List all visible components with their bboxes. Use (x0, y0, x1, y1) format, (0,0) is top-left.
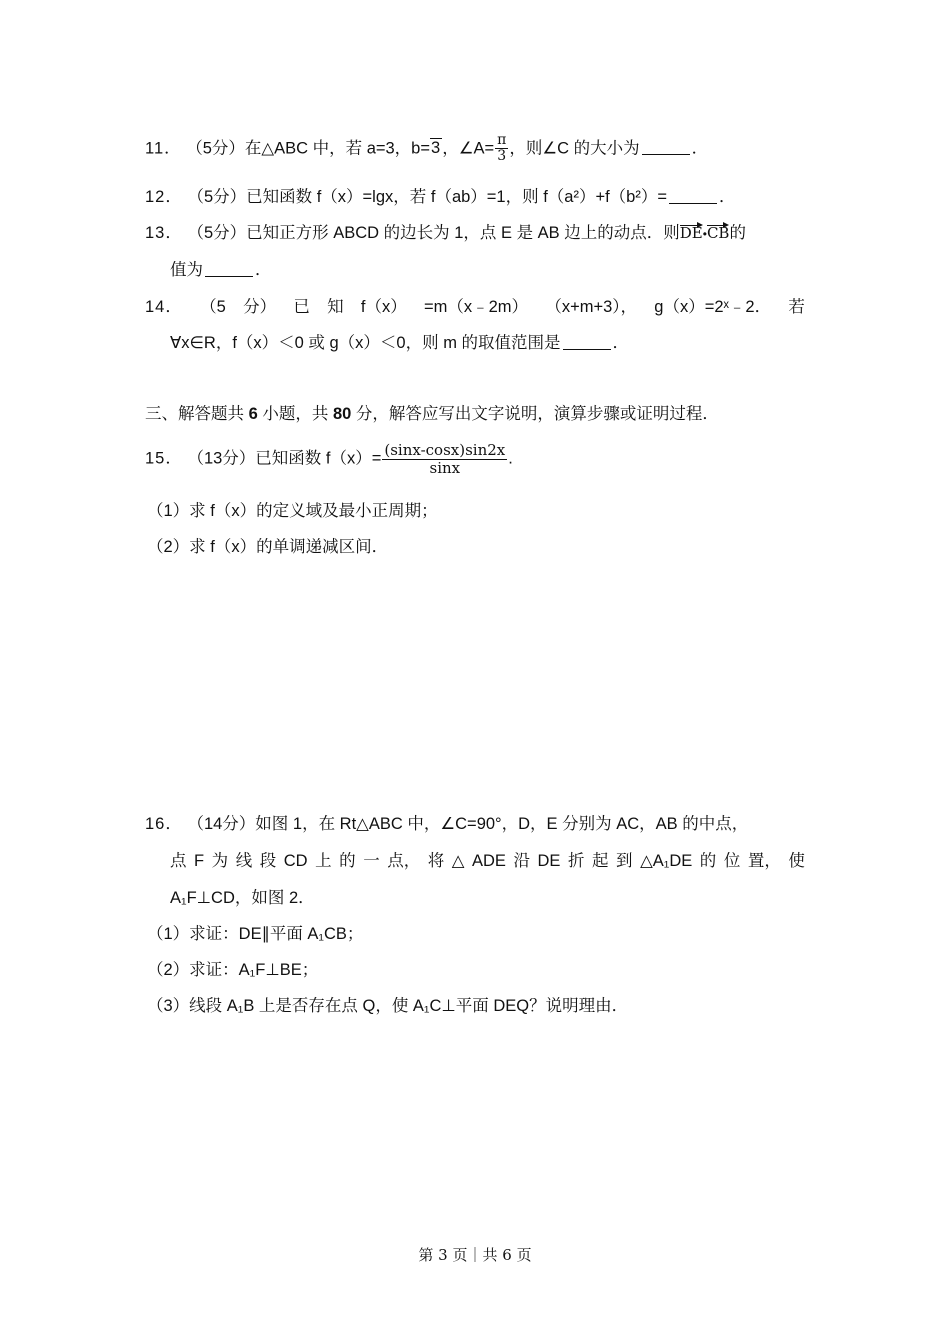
section-text: 分，解答应写出文字说明，演算步骤或证明过程． (351, 405, 719, 423)
answer-blank (563, 335, 611, 350)
question-text: （2）求 f（x）的单调递减区间． (147, 538, 389, 556)
question-text: （14分）如图 1，在 Rt△ABC 中，∠C=90°，D，E 分别为 AC，AB 的中点， (187, 815, 749, 833)
question-text: （1）求证：DE∥平面 A₁CB； (147, 925, 364, 943)
question-text: （3）线段 A₁B 上是否存在点 Q，使 A₁C⊥平面 DEQ？说明理由． (147, 997, 629, 1015)
question-text: ． (691, 139, 709, 158)
question-text: 将 (427, 852, 445, 870)
question-16-line-2 (170, 852, 805, 872)
question-text: f（x） (360, 298, 407, 316)
question-text: 起 (592, 852, 609, 870)
question-text: （5分）已知正方形 ABCD 的边长为 1，点 E 是 AB 边上的动点．则 (187, 224, 680, 242)
question-16-line-3 (170, 889, 315, 909)
answer-blank (642, 140, 690, 155)
question-text: 值为 (170, 261, 203, 279)
question-text: 若 (788, 298, 805, 316)
question-text: 点 (170, 852, 187, 870)
question-text: 位 (723, 852, 741, 870)
question-14 (145, 298, 805, 318)
question-text: ，∠A= (442, 139, 495, 158)
section-score: 80 (332, 405, 352, 423)
question-15-part-2 (147, 538, 388, 558)
question-text: 到 (616, 852, 633, 870)
question-16-part-1 (147, 925, 363, 945)
question-text: 一 (363, 852, 380, 870)
question-text: g（x）=2ˣ﹣2． (654, 298, 772, 316)
question-text: ∀x∈R，f（x）＜0 或 g（x）＜0，则 m 的取值范围是 (170, 334, 561, 352)
question-text: . (508, 449, 513, 468)
question-text: 点， (387, 852, 421, 870)
fraction-denominator: sinx (429, 458, 461, 477)
question-text: ADE (472, 852, 506, 870)
question-text: 沿 (513, 852, 530, 870)
answer-blank (669, 189, 717, 204)
question-text: （5 (200, 298, 226, 316)
vector-de: DE (679, 224, 703, 242)
question-text: 线 (235, 852, 253, 870)
fraction-denominator: 3 (497, 148, 507, 165)
question-15 (145, 442, 513, 476)
question-number: 16． (145, 815, 183, 833)
section-count: 6 (248, 405, 258, 423)
question-number: 13． (145, 224, 183, 242)
question-text: DE (537, 852, 561, 870)
question-text: 段 (259, 852, 277, 870)
question-text: 的 (339, 852, 356, 870)
question-15-part-1 (147, 502, 438, 522)
question-text: △ (451, 852, 465, 870)
question-text: （1）求 f（x）的定义域及最小正周期； (147, 502, 438, 520)
question-text: （2）求证：A₁F⊥BE； (147, 961, 319, 979)
question-text: 的 (699, 852, 717, 870)
vector-cb: CB (706, 224, 730, 242)
sqrt-expression (430, 138, 442, 157)
question-text: 知 (327, 298, 344, 316)
question-text: 已 (293, 298, 310, 316)
question-text: ． (255, 261, 272, 279)
question-text: 置， (747, 852, 781, 870)
question-12 (145, 188, 735, 208)
question-text: 分） (243, 298, 277, 316)
question-text: F (194, 852, 205, 870)
question-13 (145, 224, 746, 244)
question-text: （5分）已知函数 f（x）=lgx，若 f（ab）=1，则 f（a²）+f（b²）= (187, 188, 667, 206)
fraction (382, 442, 507, 476)
question-text: （5分）在△ABC 中，若 a=3，b= (186, 139, 430, 158)
question-text: （x+m+3）， (545, 298, 638, 316)
question-number: 15． (145, 449, 183, 468)
question-16-part-3 (147, 997, 628, 1017)
question-text: =m（x﹣2m） (423, 298, 529, 316)
question-16 (145, 815, 748, 835)
question-13-line-2 (170, 261, 272, 281)
question-14-line-2 (170, 334, 629, 354)
fraction-numerator: π (497, 132, 507, 148)
question-text: A₁F⊥CD，如图 2． (170, 889, 315, 907)
section-text: 小题，共 (257, 405, 333, 423)
question-number: 12． (145, 188, 183, 206)
question-text: △A₁DE (640, 852, 693, 870)
fraction-numerator: (sinx-cosx)sin2x (384, 441, 506, 459)
question-number: 14． (145, 298, 183, 316)
question-text: 为 (211, 852, 229, 870)
answer-blank (205, 262, 253, 277)
question-text: ． (718, 188, 736, 206)
question-text: CD (283, 852, 308, 870)
question-16-part-2 (147, 961, 318, 981)
question-text: 折 (567, 852, 585, 870)
question-text: ． (612, 334, 630, 352)
fraction (495, 133, 508, 165)
question-text: 上 (315, 852, 332, 870)
question-11 (145, 133, 708, 165)
question-number: 11． (145, 139, 182, 158)
section-heading (145, 405, 719, 425)
question-text: （13分）已知函数 f（x）= (187, 449, 382, 468)
section-text: 三、解答题共 (145, 405, 249, 423)
question-text: 的 (729, 224, 746, 242)
question-text: ，则∠C 的大小为 (509, 139, 640, 158)
question-text: 使 (788, 852, 805, 870)
page-footer: 第 3 页｜共 6 页 (418, 1246, 532, 1264)
sqrt-radicand: 3 (431, 139, 441, 158)
dot-operator: • (702, 227, 707, 241)
